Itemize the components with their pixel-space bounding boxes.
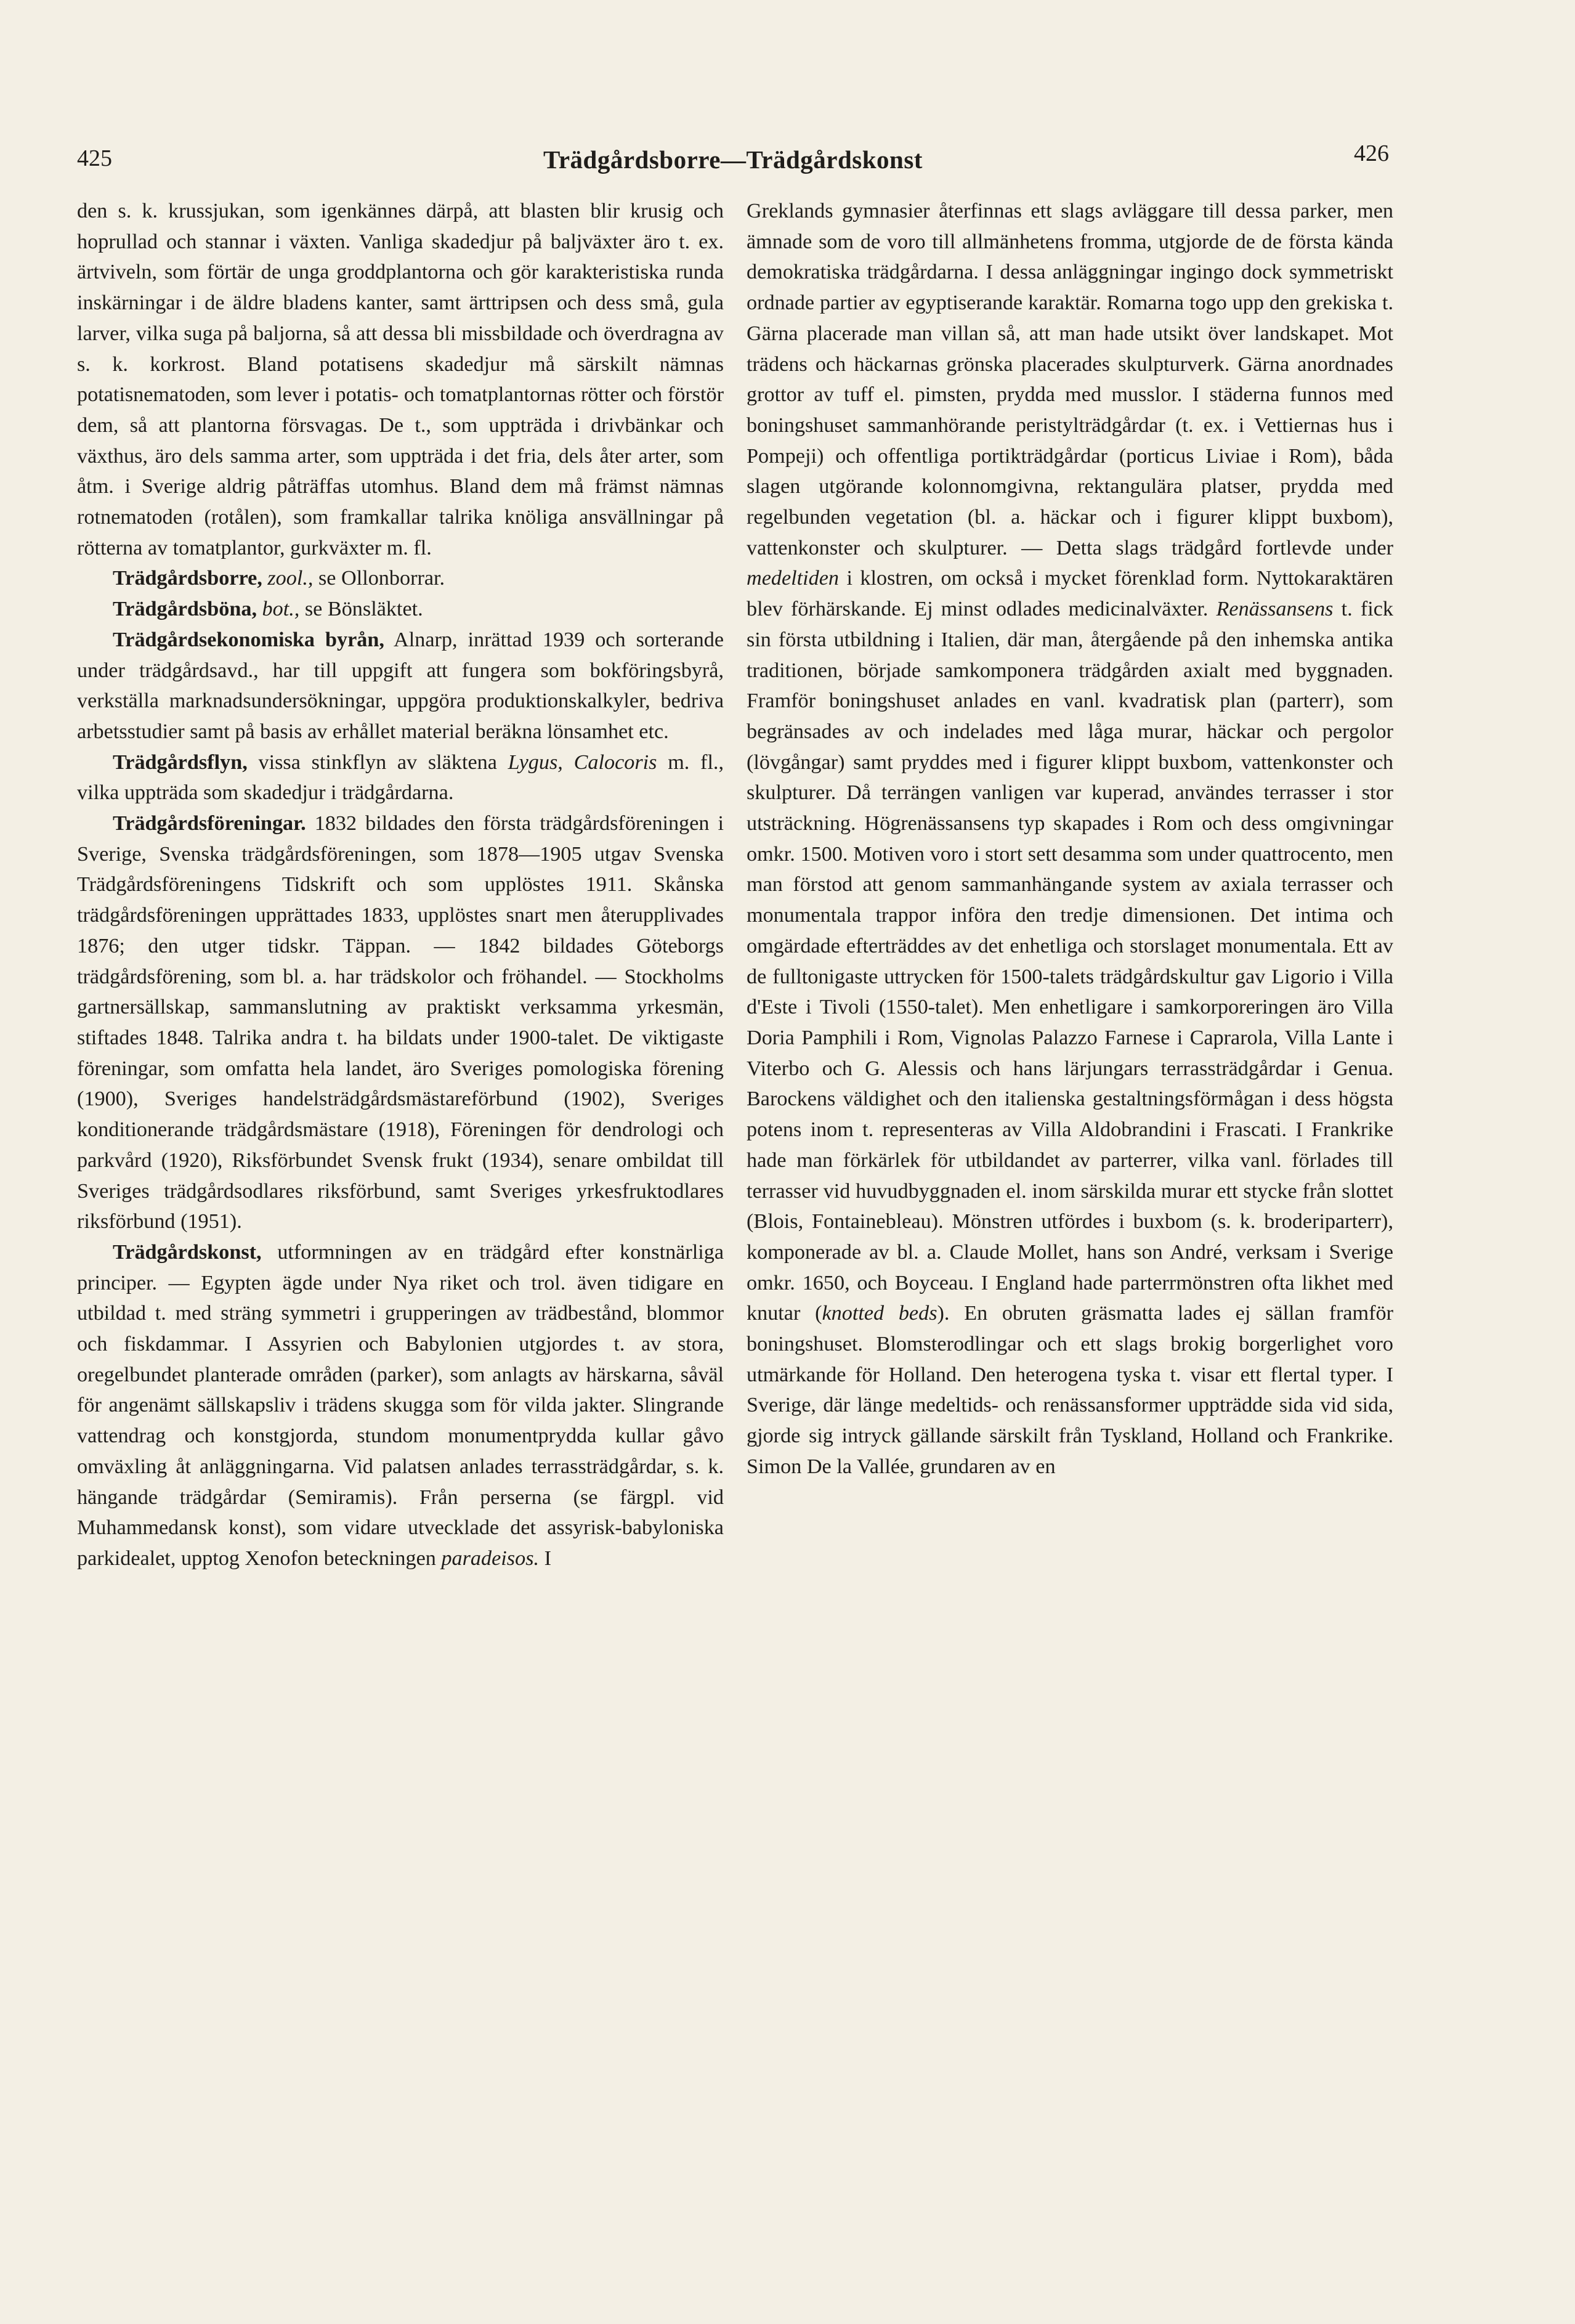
- entry-text: m. fl., vilka uppträda som skadedjur i trädgårdarna.: [77, 750, 724, 805]
- entry-tradgardsforeningar: [77, 808, 724, 1237]
- body-text: Greklands gymnasier återfinnas ett slags avläggare till dessa parker, men ämnade som de voro till allmänhetens fromma, utgjorde de de första kända demokratiska trädgårdarna. I dessa anläggningar ingingo dock symmetriskt ordnade partier av egyptiserande karaktär. Romarna togo upp den grekiska t. Gärna placerade man villan så, att man hade utsikt över landskapet. Mot trädens och häckarnas grönska placerades skulpturverk. Gärna anordnades grottor av tuff el. pimsten, prydda med musslor. I städerna funnos med boningshuset sammanhörande peristylträdgårdar (t. ex. i Vettiernas hus i Pompeji) och offentliga portikträdgårdar (porticus Liviae i Rom), båda slagen utgörande kolonnomgivna, rektangulära platser, prydda med regelbunden vegetation (bl. a. häckar och i figurer klippt buxbom), vattenkonster och skulpturer. — Detta slags trädgård fortlevde under: [747, 200, 1393, 559]
- right-page-number: 426: [1354, 140, 1389, 166]
- entry-abbrev: bot.,: [262, 598, 300, 621]
- body-text: i klostren, om också i mycket förenklad form. Nyttokaraktären blev förhärskande. Ej minst odlades medicinalväxter.: [747, 567, 1393, 621]
- entry-text: I: [544, 1546, 551, 1570]
- entry-headword: Trädgårdsföreningar.: [113, 812, 306, 835]
- entry-headword: Trädgårdskonst,: [113, 1240, 262, 1264]
- entry-tradgardsbona: [77, 594, 724, 625]
- entry-headword: Trädgårdsflyn,: [113, 750, 248, 774]
- running-title: Trädgårdsborre—Trädgårdskonst: [543, 145, 923, 174]
- continued-paragraph: den s. k. krussjukan, som igenkännes därpå, att blasten blir krusig och hoprullad och stannar i växten. Vanliga skadedjur på baljväxter äro t. ex. ärtviveln, som förtär de unga groddplantorna och gör karakteristiska runda inskärningar i de äldre bladens kanter, samt ärttripsen och dess små, gula larver, vilka suga på baljorna, så att dessa bli missbildade och överdragna av s. k. korkrost. Bland potatisens skadedjur må särskilt nämnas potatisnematoden, som lever i potatis- och tomatplantornas rötter och förstör dem, så att plantorna försvagas. De t., som uppträda i drivbänkar och växthus, äro dels samma arter, som uppträda i det fria, dels åter arter, som åtm. i Sverige aldrig påträffas utomhus. Bland dem må främst nämnas rotnematoden (rotålen), som framkallar talrika knöliga ansvällningar på rötterna av tomatplantor, gurkväxter m. fl.: [77, 200, 724, 559]
- entry-tradgardskonst: [77, 1237, 724, 1574]
- right-column: [747, 196, 1393, 2278]
- italic-term: Renässansens: [1216, 598, 1334, 621]
- entry-headword: Trädgårdsborre,: [113, 567, 262, 590]
- entry-tradgardsborre: [77, 563, 724, 594]
- left-column: [77, 196, 724, 2278]
- italic-term: knotted beds: [822, 1302, 937, 1325]
- entry-tradgardsflyn: [77, 747, 724, 808]
- entry-headword: Trädgårdsekonomiska byrån,: [113, 628, 384, 651]
- left-page-number: 425: [77, 145, 112, 171]
- body-text: t. fick sin första utbildning i Italien, där man, återgående på den inhemska antika traditionen, började samkomponera trädgården axialt med byggnaden. Framför boningshuset anlades en vanl. kvadratisk plan (parterr), som begränsades av och indelades med låga murar, häckar och pergolor (lövgångar) samt pryddes med i figurer klippt buxbom, vattenkonster och skulpturer. Då terrängen vanligen var kuperad, användes terrasser i stor utsträckning. Högrenässansens typ skapades i Rom och dess omgivningar omkr. 1500. Motiven voro i stort sett desamma som under quattrocento, men man förstod att genom sammanhängande system av axiala terrasser och monumentala trappor införa den tredje dimensionen. Det intima och omgärdade efterträddes av det enhetliga och storslaget monumentala. Ett av de fulltonigaste uttrycken för 1500-talets trädgårdskultur gav Ligorio i Villa d'Este i Tivoli (1550-talet). Men enhetligare i samkorporeringen äro Villa Doria Pamphili i Rom, Vignolas Palazzo Farnese i Caprarola, Villa Lante i Viterbo och G. Alessis och hans lärjungars terrassträdgårdar i Genua. Barockens väldighet och den italienska gestaltningsförmågan i dess högsta potens inom t. representeras av Villa Aldobrandini i Frascati. I Frankrike hade man förkärlek för utbildandet av parterrer, vilka vanl. förlades till terrasser vid huvudbyggnaden el. inom särskilda murar ett stycke från slottet (Blois, Fontainebleau). Mönstren utfördes i buxbom (s. k. broderiparterr), komponerade av bl. a. Claude Mollet, hans son André, verksam i Sverige omkr. 1650, och Boyceau. I England hade parterrmönstren ofta likhet med knutar (: [747, 598, 1393, 1325]
- entry-tradgardsekonomiska-byran: [77, 625, 724, 747]
- entry-text: Alnarp, inrättad 1939 och sorterande under trädgårdsavd., har till uppgift att fungera som bokföringsbyrå, verkställa marknadsundersökningar, uppgöra produktionskalkyler, bedriva arbetsstudier samt på basis av erhållet material beräkna lönsamhet etc.: [77, 628, 724, 743]
- entry-text: se Ollonborrar.: [318, 567, 445, 590]
- entry-abbrev: zool.,: [267, 567, 314, 590]
- entry-headword: Trädgårdsböna,: [113, 598, 257, 621]
- body-text: ). En obruten gräsmatta lades ej sällan framför boningshuset. Blomsterodlingar och ett slags brokig borgerlighet voro utmärkande för Holland. Den heterogena tyska t. visar ett flertal typer. I Sverige, där länge medeltids- och renässansformer uppträdde sida vid sida, gjorde sig intryck gällande särskilt från Tyskland, Holland och Frankrike. Simon De la Vallée, grundaren av en: [747, 1302, 1393, 1478]
- entry-genera: Lygus, Calocoris: [508, 750, 657, 774]
- page-header: [77, 140, 1389, 182]
- entry-text: se Bönsläktet.: [304, 598, 423, 621]
- entry-term: paradeisos.: [441, 1546, 540, 1570]
- continued-paragraph: [747, 196, 1393, 1482]
- entry-text: 1832 bildades den första trädgårdsföreningen i Sverige, Svenska trädgårdsföreningen, som 1878—1905 utgav Svenska Trädgårdsföreningens Tidskrift och som upplöstes 1911. Skånska trädgårdsföreningen upprättades 1833, upplöstes snart men återupplivades 1876; den utger tidskr. Täppan. — 1842 bildades Göteborgs trädgårdsförening, som bl. a. har trädskolor och fröhandel. — Stockholms gartnersällskap, sammanslutning av praktiskt verksamma yrkesmän, stiftades 1848. Talrika andra t. ha bildats under 1900-talet. De viktigaste föreningar, som omfatta hela landet, äro Sveriges pomologiska förening (1900), Sveriges handelsträdgårdsmästareförbund (1902), Sveriges konditionerande trädgårdsmästare (1918), Föreningen för dendrologi och parkvård (1920), Riksförbundet Svensk frukt (1934), senare ombildat till Sveriges trädgårdsodlares riksförbund, samt Sveriges yrkesfruktodlares riksförbund (1951).: [77, 812, 724, 1233]
- entry-text: utformningen av en trädgård efter konstnärliga principer. — Egypten ägde under Nya riket och trol. även tidigare en utbildad t. med sträng symmetri i grupperingen av trädbestånd, blommor och fiskdammar. I Assyrien och Babylonien utgjordes t. av stora, oregelbundet planterade områden (parker), som anlagts av härskarna, såväl för angenämt sällskapsliv i trädens skugga som för vilda jakter. Slingrande vattendrag och konstgjorda, stundom monumentprydda kullar gåvo omväxling åt anläggningarna. Vid palatsen anlades terrassträdgårdar, s. k. hängande trädgårdar (Semiramis). Från perserna (se färgpl. vid Muhammedansk konst), som vidare utvecklade det assyrisk-babyloniska parkidealet, upptog Xenofon beteckningen: [77, 1240, 724, 1570]
- italic-term: medeltiden: [747, 567, 839, 590]
- entry-text: vissa stinkflyn av släktena: [258, 750, 497, 774]
